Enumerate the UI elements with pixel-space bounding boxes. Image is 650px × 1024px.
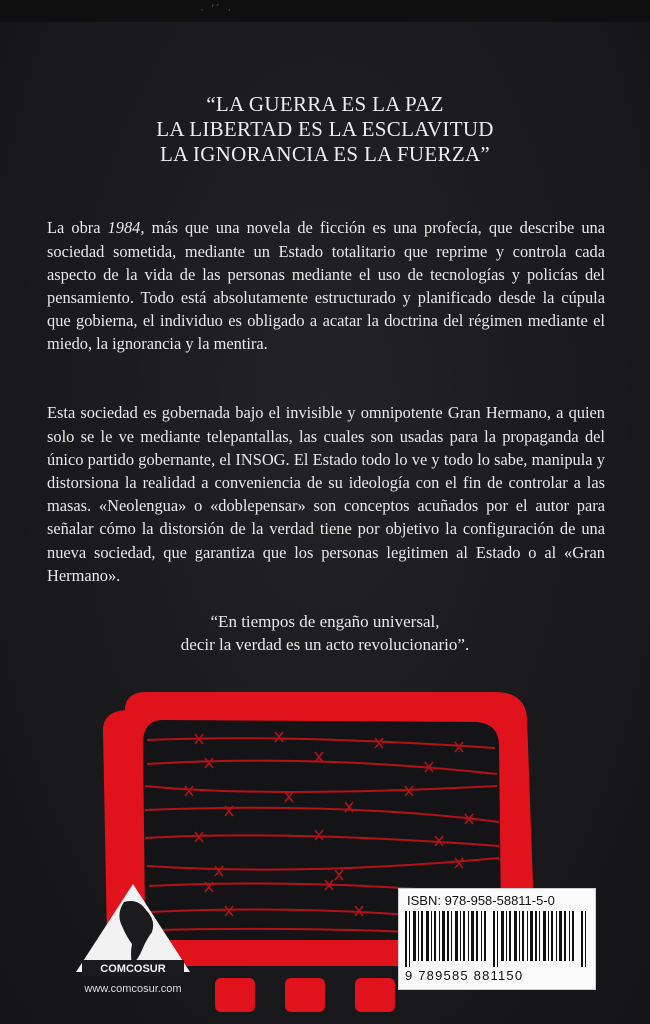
publisher-url: www.comcosur.com [84,983,182,995]
paragraph-1-pre: La obra [47,218,108,238]
opening-quote-line-3: LA IGNORANCIA ES LA FUERZA” [159,142,491,166]
top-edge-text: · ’´ · [200,2,234,16]
book-title-italic: 1984 [107,218,141,238]
isbn-barcode-box [398,888,596,990]
barcode-bars [405,911,589,967]
closing-quote [0,610,650,656]
cover-top-edge [0,0,650,22]
comcosur-logo [72,880,194,990]
tv-knob-3 [355,978,395,1012]
closing-quote-line-1: “En tiempos de engaño universal, [210,612,440,631]
synopsis-paragraph-1 [47,216,605,355]
isbn-number: ISBN: 978-958-58811-5-0 [407,893,555,908]
paragraph-1-post: , más que una novela de ficción es una profecía, que describe una sociedad sometida, mediante un Estado totalitario que reprime y controla cada aspecto de la vida de las personas mediante el uso de tecnologías y policías del pensamiento. Todo está absolutamente estructurado y planificado desde la cúpula que gobierna, el individuo es obligado a acatar la doctrina del régimen mediante el miedo, la ignorancia y la mentira. [47,218,605,354]
opening-quote [0,92,650,167]
synopsis-paragraph-2: Esta sociedad es gobernada bajo el invisible y omnipotente Gran Hermano, a quien solo se le ve mediante telepantallas, las cuales son usadas para la propaganda del único partido gobernante, el INSOG. El Estado todo lo ve y todo lo sabe, manipula y distorsiona la realidad a conveniencia de su ideología con el fin de controlar a las masas. «Neolengua» o «doblepensar» son conceptos acuñados por el autor para señalar cómo la distorsión de la verdad tiene por objetivo la configuración de una nueva sociedad, que garantiza que los personas legitimen al Estado o al «Gran Hermano». [47,403,605,585]
closing-quote-line-2: decir la verdad es un acto revolucionario”. [180,635,470,654]
tv-knob-2 [285,978,325,1012]
opening-quote-line-2: LA LIBERTAD ES LA ESCLAVITUD [156,117,494,141]
barcode-digits: 9 789585 881150 [405,968,524,983]
opening-quote-line-1: “LA GUERRA ES LA PAZ [206,92,444,116]
publisher-name: COMCOSUR [100,963,166,975]
tv-knob-1 [215,978,255,1012]
